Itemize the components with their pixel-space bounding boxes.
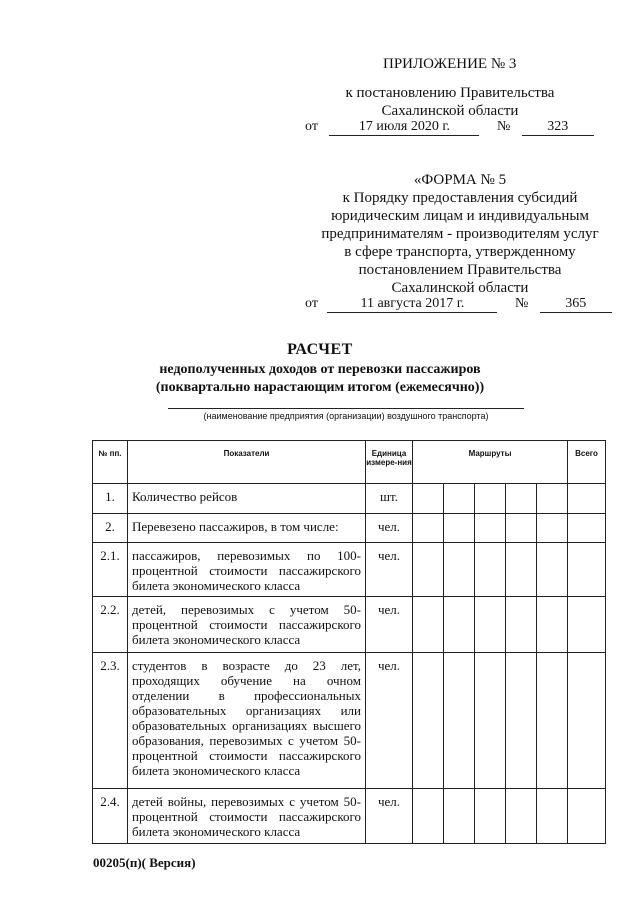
appendix-line1: к постановлению Правительства bbox=[345, 85, 555, 101]
footer-code: 00205(п)( Версия) bbox=[93, 855, 196, 870]
route-cell[interactable] bbox=[413, 597, 444, 653]
total-cell[interactable] bbox=[568, 653, 606, 789]
route-cell[interactable] bbox=[444, 597, 475, 653]
organization-name-caption: (наименование предприятия (организации) воздушного транспорта) bbox=[203, 411, 489, 421]
route-cell[interactable] bbox=[444, 484, 475, 514]
route-cell[interactable] bbox=[506, 789, 537, 844]
row-num: 2. bbox=[93, 514, 128, 543]
calculation-subtitle-period: (поквартально нарастающим итогом (ежемесячно)) bbox=[155, 380, 485, 395]
number-label: № bbox=[514, 296, 529, 311]
row-indicator: Перевезено пассажиров, в том числе: bbox=[128, 514, 366, 543]
route-cell[interactable] bbox=[475, 543, 506, 597]
form-line: «ФОРМА № 5 bbox=[413, 172, 507, 188]
form-date-row bbox=[305, 296, 615, 313]
form-number: 365 bbox=[540, 296, 612, 313]
row-num: 2.2. bbox=[93, 597, 128, 653]
row-unit: шт. bbox=[366, 484, 413, 514]
route-cell[interactable] bbox=[537, 653, 568, 789]
calculation-subtitle: недополученных доходов от перевозки пассажиров bbox=[159, 362, 481, 377]
row-indicator: студентов в возрасте до 23 лет, проходящих обучение на очном отделении в профессиональных образовательных организациях или образовательных организациях высшего образования, перевозимых с учетом 50-процентной стоимости пассажирского билета экономического класса bbox=[128, 653, 366, 789]
route-cell[interactable] bbox=[413, 514, 444, 543]
organization-name-line bbox=[168, 408, 524, 409]
form-line: Сахалинской области bbox=[391, 280, 529, 296]
header-indicator: Показатели bbox=[128, 441, 366, 484]
from-label: от bbox=[305, 296, 318, 311]
row-indicator: Количество рейсов bbox=[128, 484, 366, 514]
number-label: № bbox=[496, 119, 511, 134]
route-cell[interactable] bbox=[537, 514, 568, 543]
route-cell[interactable] bbox=[413, 543, 444, 597]
form-line: предпринимателям - производителям услуг bbox=[321, 226, 599, 242]
route-cell[interactable] bbox=[475, 597, 506, 653]
total-cell[interactable] bbox=[568, 543, 606, 597]
route-cell[interactable] bbox=[475, 514, 506, 543]
header-unit: Единица измере-ния bbox=[366, 441, 413, 484]
route-cell[interactable] bbox=[444, 543, 475, 597]
route-cell[interactable] bbox=[506, 543, 537, 597]
total-cell[interactable] bbox=[568, 789, 606, 844]
route-cell[interactable] bbox=[537, 597, 568, 653]
total-cell[interactable] bbox=[568, 484, 606, 514]
form-header bbox=[290, 171, 630, 297]
row-unit: чел. bbox=[366, 543, 413, 597]
route-cell[interactable] bbox=[537, 543, 568, 597]
row-num: 1. bbox=[93, 484, 128, 514]
route-cell[interactable] bbox=[413, 653, 444, 789]
from-label: от bbox=[305, 119, 318, 134]
route-cell[interactable] bbox=[413, 789, 444, 844]
header-total: Всего bbox=[568, 441, 606, 484]
route-cell[interactable] bbox=[475, 789, 506, 844]
form-line: в сфере транспорта, утвержденному bbox=[344, 244, 576, 260]
route-cell[interactable] bbox=[506, 514, 537, 543]
table-row bbox=[93, 597, 606, 653]
route-cell[interactable] bbox=[444, 789, 475, 844]
appendix-title: ПРИЛОЖЕНИЕ № 3 bbox=[383, 56, 517, 72]
row-unit: чел. bbox=[366, 597, 413, 653]
row-indicator: детей войны, перевозимых с учетом 50-процентной стоимости пассажирского билета экономического класса bbox=[128, 789, 366, 844]
appendix-date-row bbox=[305, 119, 615, 136]
appendix-number: 323 bbox=[522, 119, 594, 136]
total-cell[interactable] bbox=[568, 597, 606, 653]
form-line: постановлением Правительства bbox=[358, 262, 562, 278]
header-num: № пп. bbox=[93, 441, 128, 484]
appendix-line2: Сахалинской области bbox=[381, 103, 519, 119]
row-unit: чел. bbox=[366, 789, 413, 844]
table-row bbox=[93, 653, 606, 789]
row-indicator: пассажиров, перевозимых по 100-процентной стоимости пассажирского билета экономического класса bbox=[128, 543, 366, 597]
route-cell[interactable] bbox=[444, 514, 475, 543]
row-num: 2.1. bbox=[93, 543, 128, 597]
route-cell[interactable] bbox=[444, 653, 475, 789]
total-cell[interactable] bbox=[568, 514, 606, 543]
route-cell[interactable] bbox=[506, 597, 537, 653]
form-line: юридическим лицам и индивидуальным bbox=[331, 208, 589, 224]
calculation-table bbox=[92, 440, 606, 844]
route-cell[interactable] bbox=[475, 484, 506, 514]
row-num: 2.4. bbox=[93, 789, 128, 844]
row-num: 2.3. bbox=[93, 653, 128, 789]
header-routes: Маршруты bbox=[413, 441, 568, 484]
table-header-row bbox=[93, 441, 606, 484]
route-cell[interactable] bbox=[537, 789, 568, 844]
table-row bbox=[93, 514, 606, 543]
route-cell[interactable] bbox=[506, 653, 537, 789]
form-line: к Порядку предоставления субсидий bbox=[342, 190, 578, 206]
table-row bbox=[93, 484, 606, 514]
form-date: 11 августа 2017 г. bbox=[327, 296, 497, 313]
row-unit: чел. bbox=[366, 653, 413, 789]
route-cell[interactable] bbox=[506, 484, 537, 514]
row-unit: чел. bbox=[366, 514, 413, 543]
calculation-title: РАСЧЕТ bbox=[287, 341, 353, 358]
route-cell[interactable] bbox=[537, 484, 568, 514]
table-row bbox=[93, 789, 606, 844]
route-cell[interactable] bbox=[413, 484, 444, 514]
appendix-date: 17 июля 2020 г. bbox=[329, 119, 479, 136]
row-indicator: детей, перевозимых с учетом 50-процентной стоимости пассажирского билета экономического класса bbox=[128, 597, 366, 653]
table-row bbox=[93, 543, 606, 597]
document-footer-code bbox=[93, 855, 196, 871]
route-cell[interactable] bbox=[475, 653, 506, 789]
